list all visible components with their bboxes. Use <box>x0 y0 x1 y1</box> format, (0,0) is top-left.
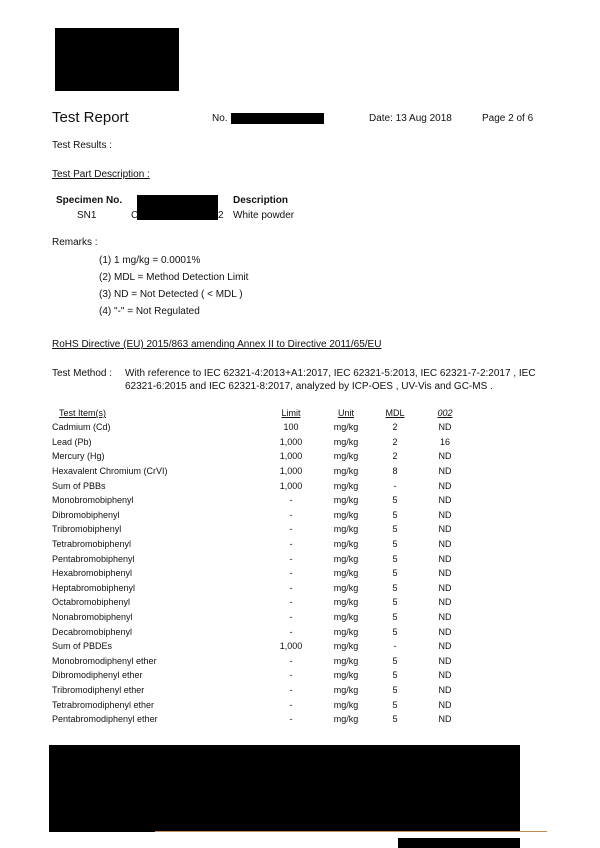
redacted-footer-bottom <box>398 838 520 848</box>
cell-limit: 1,000 <box>279 480 303 491</box>
cell-result: 16 <box>439 436 450 447</box>
cell-limit: - <box>289 655 293 666</box>
cell-test-item: Tetrabromobiphenyl <box>52 539 132 550</box>
cell-result: ND <box>438 714 452 725</box>
cell-result: ND <box>438 524 452 535</box>
cell-limit: 1,000 <box>279 641 303 652</box>
cell-unit: mg/kg <box>333 670 359 681</box>
cell-result: ND <box>438 655 452 666</box>
table-header-row <box>52 406 474 420</box>
table-row <box>52 435 474 450</box>
cell-result: ND <box>438 612 452 623</box>
cell-test-item: Pentabromobiphenyl <box>52 553 135 564</box>
cell-unit: mg/kg <box>333 524 359 535</box>
cell-result: ND <box>438 670 452 681</box>
col-result-002: 002 <box>437 408 453 418</box>
table-row <box>52 508 474 523</box>
cell-unit: mg/kg <box>333 714 359 725</box>
cell-test-item: Hexavalent Chromium (CrVI) <box>52 466 168 477</box>
cell-mdl: 5 <box>392 509 398 520</box>
cell-mdl: 5 <box>392 714 398 725</box>
cell-limit: 1,000 <box>279 436 303 447</box>
cell-unit: mg/kg <box>333 539 359 550</box>
table-row <box>52 668 474 683</box>
cell-limit: - <box>289 539 293 550</box>
test-method-line2: 62321-6:2015 and IEC 62321-8:2017, analyzed by ICP-OES , UV-Vis and GC-MS . <box>125 381 493 392</box>
part-description-heading: Test Part Description : <box>52 169 150 180</box>
cell-unit: mg/kg <box>333 612 359 623</box>
cell-unit: mg/kg <box>333 422 359 433</box>
cell-limit: - <box>289 509 293 520</box>
test-method-line1: With reference to IEC 62321-4:2013+A1:2017, IEC 62321-5:2013, IEC 62321-7-2:2017 , IEC <box>125 368 536 379</box>
col-unit: Unit <box>337 408 354 418</box>
table-row <box>52 654 474 669</box>
cell-result: ND <box>438 466 452 477</box>
cell-result: ND <box>438 553 452 564</box>
cell-result: ND <box>438 684 452 695</box>
cell-mdl: 2 <box>392 422 398 433</box>
cell-mdl: - <box>393 641 397 652</box>
cell-result: ND <box>438 539 452 550</box>
cell-limit: - <box>289 670 293 681</box>
redacted-specimen-code <box>137 195 218 220</box>
remark-item: (3) ND = Not Detected ( < MDL ) <box>99 289 243 300</box>
cell-test-item: Tribromobiphenyl <box>52 524 122 535</box>
cell-result: ND <box>438 597 452 608</box>
table-row <box>52 537 474 552</box>
cell-unit: mg/kg <box>333 684 359 695</box>
cell-limit: - <box>289 553 293 564</box>
cell-limit: - <box>289 714 293 725</box>
remark-item: (1) 1 mg/kg = 0.0001% <box>99 255 201 266</box>
cell-mdl: 5 <box>392 670 398 681</box>
remarks-label: Remarks : <box>52 237 98 248</box>
table-row <box>52 712 474 727</box>
table-row <box>52 581 474 596</box>
report-title: Test Report <box>52 109 129 126</box>
cell-test-item: Tetrabromodiphenyl ether <box>52 699 155 710</box>
cell-limit: 1,000 <box>279 466 303 477</box>
test-method-label: Test Method : <box>52 368 113 379</box>
table-row <box>52 697 474 712</box>
cell-unit: mg/kg <box>333 480 359 491</box>
report-date: Date: 13 Aug 2018 <box>369 113 452 124</box>
cell-limit: - <box>289 612 293 623</box>
cell-limit: - <box>289 568 293 579</box>
cell-unit: mg/kg <box>333 553 359 564</box>
description-header: Description <box>233 195 289 206</box>
cell-test-item: Hexabromobiphenyl <box>52 568 133 579</box>
table-row <box>52 464 474 479</box>
cell-test-item: Pentabromodiphenyl ether <box>52 714 158 725</box>
cell-limit: - <box>289 524 293 535</box>
cell-result: ND <box>438 451 452 462</box>
cell-mdl: 5 <box>392 612 398 623</box>
cell-mdl: 5 <box>392 553 398 564</box>
table-row <box>52 595 474 610</box>
cell-limit: - <box>289 582 293 593</box>
cell-test-item: Dibromodiphenyl ether <box>52 670 143 681</box>
table-row <box>52 493 474 508</box>
cell-unit: mg/kg <box>333 699 359 710</box>
cell-mdl: 5 <box>392 699 398 710</box>
cell-limit: - <box>289 684 293 695</box>
cell-test-item: Sum of PBBs <box>52 480 106 491</box>
redacted-logo <box>55 28 179 91</box>
redacted-report-number <box>231 113 324 124</box>
redacted-footer <box>49 745 520 832</box>
cell-result: ND <box>438 422 452 433</box>
results-table <box>52 406 474 726</box>
cell-test-item: Octabromobiphenyl <box>52 597 131 608</box>
table-row <box>52 420 474 435</box>
specimen-code-end: 2 <box>218 210 224 221</box>
table-row <box>52 478 474 493</box>
cell-test-item: Decabromobiphenyl <box>52 626 133 637</box>
specimen-code-start: C <box>131 210 139 221</box>
col-mdl: MDL <box>385 408 405 418</box>
specimen-no-header: Specimen No. <box>56 195 123 206</box>
cell-result: ND <box>438 582 452 593</box>
cell-mdl: 5 <box>392 495 398 506</box>
cell-test-item: Mercury (Hg) <box>52 451 105 462</box>
cell-limit: 1,000 <box>279 451 303 462</box>
col-limit: Limit <box>281 408 301 418</box>
cell-mdl: 5 <box>392 626 398 637</box>
cell-mdl: 5 <box>392 568 398 579</box>
cell-mdl: 5 <box>392 524 398 535</box>
cell-limit: - <box>289 626 293 637</box>
cell-limit: - <box>289 597 293 608</box>
cell-unit: mg/kg <box>333 655 359 666</box>
cell-unit: mg/kg <box>333 568 359 579</box>
cell-result: ND <box>438 699 452 710</box>
cell-test-item: Monobromobiphenyl <box>52 495 134 506</box>
table-row <box>52 522 474 537</box>
report-number-label: No. <box>212 113 228 124</box>
cell-unit: mg/kg <box>333 626 359 637</box>
cell-test-item: Dibromobiphenyl <box>52 509 120 520</box>
cell-test-item: Sum of PBDEs <box>52 641 113 652</box>
cell-result: ND <box>438 568 452 579</box>
table-row <box>52 449 474 464</box>
remark-item: (2) MDL = Method Detection Limit <box>99 272 249 283</box>
cell-test-item: Cadmium (Cd) <box>52 422 111 433</box>
cell-result: ND <box>438 495 452 506</box>
footer-rule <box>155 831 547 832</box>
cell-unit: mg/kg <box>333 466 359 477</box>
table-row <box>52 639 474 654</box>
page-number: Page 2 of 6 <box>482 113 534 124</box>
specimen-sn: SN1 <box>77 210 97 221</box>
cell-test-item: Heptabromobiphenyl <box>52 582 136 593</box>
cell-unit: mg/kg <box>333 582 359 593</box>
table-row <box>52 624 474 639</box>
cell-mdl: 5 <box>392 684 398 695</box>
cell-mdl: - <box>393 480 397 491</box>
cell-mdl: 5 <box>392 582 398 593</box>
test-results-label: Test Results : <box>52 140 113 151</box>
cell-result: ND <box>438 641 452 652</box>
cell-unit: mg/kg <box>333 509 359 520</box>
cell-unit: mg/kg <box>333 451 359 462</box>
cell-limit: - <box>289 495 293 506</box>
table-row <box>52 610 474 625</box>
col-test-item: Test Item(s) <box>59 408 107 418</box>
cell-test-item: Monobromodiphenyl ether <box>52 655 157 666</box>
cell-result: ND <box>438 509 452 520</box>
remark-item: (4) "-" = Not Regulated <box>99 306 200 317</box>
table-row <box>52 683 474 698</box>
cell-test-item: Nonabromobiphenyl <box>52 612 133 623</box>
table-row <box>52 566 474 581</box>
cell-mdl: 5 <box>392 539 398 550</box>
directive-heading: RoHS Directive (EU) 2015/863 amending Annex II to Directive 2011/65/EU <box>52 339 382 350</box>
cell-limit: - <box>289 699 293 710</box>
cell-test-item: Lead (Pb) <box>52 436 92 447</box>
cell-unit: mg/kg <box>333 436 359 447</box>
cell-mdl: 2 <box>392 436 398 447</box>
cell-mdl: 2 <box>392 451 398 462</box>
specimen-description: White powder <box>233 210 295 221</box>
cell-mdl: 8 <box>392 466 398 477</box>
cell-limit: 100 <box>283 422 299 433</box>
cell-unit: mg/kg <box>333 641 359 652</box>
cell-unit: mg/kg <box>333 597 359 608</box>
cell-result: ND <box>438 626 452 637</box>
cell-test-item: Tribromodiphenyl ether <box>52 684 145 695</box>
cell-mdl: 5 <box>392 655 398 666</box>
cell-unit: mg/kg <box>333 495 359 506</box>
table-row <box>52 551 474 566</box>
cell-mdl: 5 <box>392 597 398 608</box>
cell-result: ND <box>438 480 452 491</box>
